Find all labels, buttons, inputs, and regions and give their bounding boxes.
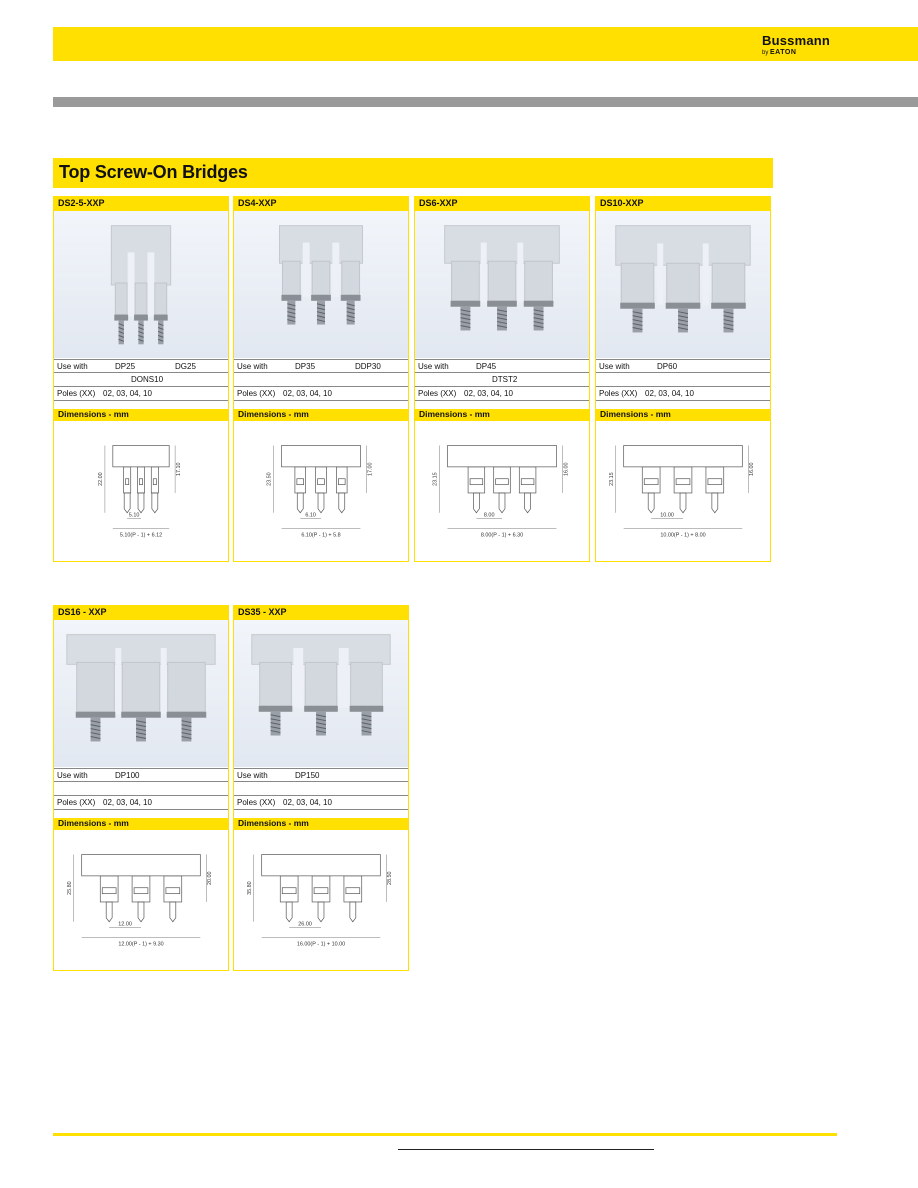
spec-row-poles	[415, 386, 589, 401]
bridge-body	[616, 226, 750, 266]
use-with-label: Use with	[57, 362, 88, 371]
bridge-photo-svg	[234, 620, 408, 767]
dwg-screw-head	[139, 479, 142, 485]
dimension-drawing	[54, 421, 228, 559]
bridge-leg	[621, 263, 654, 303]
spec-row-use-extra	[54, 781, 228, 795]
dwg-pin	[286, 902, 292, 922]
dimension-drawing-svg	[234, 830, 408, 968]
use-with-value-1: DP60	[657, 362, 678, 371]
section-divider	[53, 97, 918, 107]
dwg-screw-head	[521, 479, 534, 485]
section-title-bar	[53, 158, 773, 188]
use-with-value-3: DTST2	[492, 375, 518, 384]
screw-washer	[121, 712, 161, 718]
dim-label-height-b: 20.00	[207, 871, 214, 886]
dimension-drawing	[596, 421, 770, 559]
dimensions-label: Dimensions - mm	[58, 409, 129, 419]
dim-label-pitch: 8.00	[483, 512, 495, 519]
use-with-label: Use with	[599, 362, 630, 371]
bridge-leg	[260, 662, 292, 706]
screw-washer	[76, 712, 116, 718]
use-with-value-1: DP150	[295, 771, 320, 780]
dim-label-pitch: 6.10	[305, 512, 316, 519]
panel-header	[415, 197, 589, 211]
use-with-value-1: DP35	[295, 362, 316, 371]
dim-label-pitch: 5.10	[128, 512, 140, 519]
dimensions-label: Dimensions - mm	[238, 818, 309, 828]
product-photo	[234, 620, 408, 767]
dimension-drawing-svg	[54, 421, 228, 559]
brand-by: by	[762, 50, 769, 56]
dwg-pin	[138, 902, 144, 922]
dwg-leg	[494, 467, 511, 493]
dwg-pin	[138, 493, 144, 513]
dwg-body	[82, 855, 201, 876]
dimensions-header	[596, 409, 770, 421]
poles-label: Poles (XX)	[418, 389, 457, 398]
brand-parent-name: EATON	[770, 49, 797, 56]
dimensions-header	[234, 409, 408, 421]
bridge-body	[111, 226, 170, 285]
dim-label-overall: 10.00(P - 1) + 8.00	[660, 532, 706, 539]
poles-label: Poles (XX)	[57, 798, 96, 807]
dwg-pin	[712, 493, 718, 513]
bridge-body	[279, 226, 362, 264]
bridge-body	[445, 226, 560, 264]
product-panel-ds2-5	[53, 196, 229, 562]
spec-table	[54, 767, 228, 809]
dwg-pin	[339, 493, 345, 513]
footer-link-underline	[398, 1149, 654, 1150]
poles-value: 02, 03, 04, 10	[283, 389, 332, 398]
use-with-value-1: DP25	[115, 362, 136, 371]
dwg-screw-head	[126, 479, 129, 485]
poles-value: 02, 03, 04, 10	[103, 798, 152, 807]
dimensions-label: Dimensions - mm	[600, 409, 671, 419]
dwg-leg	[132, 876, 150, 902]
dim-label-height-b: 17.00	[367, 462, 374, 477]
dwg-pin	[525, 493, 531, 513]
dwg-leg	[100, 876, 118, 902]
bridge-slot	[161, 648, 167, 714]
screw-washer	[341, 295, 361, 301]
dwg-leg	[151, 467, 158, 493]
spec-row-use	[596, 359, 770, 373]
screw-washer	[281, 295, 301, 301]
dim-label-overall: 6.10(P - 1) + 5.8	[301, 532, 341, 539]
screw-washer	[487, 301, 517, 307]
panel-model: DS2-5-XXP	[58, 198, 105, 208]
dimension-drawing-svg	[234, 421, 408, 559]
panel-header	[54, 197, 228, 211]
bridge-slot	[339, 648, 349, 708]
dimensions-header	[234, 818, 408, 830]
product-photo	[54, 211, 228, 358]
spec-table	[415, 358, 589, 400]
screw-washer	[311, 295, 331, 301]
bridge-slot	[147, 252, 154, 316]
section-title: Top Screw-On Bridges	[59, 162, 248, 182]
dwg-leg	[674, 467, 692, 493]
dwg-pin	[124, 493, 130, 513]
panel-header	[234, 197, 408, 211]
brand-name: Bussmann	[762, 33, 831, 48]
use-with-value-2: DDP30	[355, 362, 381, 371]
bridge-leg	[122, 662, 160, 711]
dwg-pin	[297, 493, 303, 513]
bridge-leg	[77, 662, 115, 711]
dim-label-height-b: 17.10	[176, 462, 183, 477]
bridge-leg	[115, 283, 127, 315]
bridge-slot	[293, 648, 303, 708]
bridge-slot	[517, 243, 523, 303]
spec-table	[234, 358, 408, 400]
bridge-leg	[712, 263, 745, 303]
dwg-screw-head	[470, 479, 483, 485]
spec-row-poles	[54, 795, 228, 810]
dwg-body	[282, 446, 361, 467]
use-with-label: Use with	[418, 362, 449, 371]
dwg-pin	[106, 902, 112, 922]
spec-row-poles	[234, 386, 408, 401]
spec-table	[234, 767, 408, 809]
spec-row-use	[234, 359, 408, 373]
bridge-body	[67, 635, 215, 665]
dimensions-label: Dimensions - mm	[238, 409, 309, 419]
bridge-leg	[312, 261, 330, 295]
bridge-slot	[303, 243, 310, 297]
bridge-leg	[168, 662, 206, 711]
dim-label-pitch: 10.00	[660, 512, 674, 519]
dwg-leg	[312, 876, 330, 902]
screw-washer	[620, 303, 655, 309]
dwg-screw-head	[338, 479, 345, 485]
dimension-drawing-svg	[596, 421, 770, 559]
dwg-leg	[642, 467, 660, 493]
spec-row-use-extra	[54, 372, 228, 386]
dimensions-header	[54, 818, 228, 830]
bridge-slot	[481, 243, 487, 303]
dwg-screw-head	[318, 479, 325, 485]
bridge-photo-svg	[596, 211, 770, 358]
spec-row-use-extra	[234, 372, 408, 386]
dim-label-height-b: 16.00	[749, 462, 756, 477]
product-panel-ds4	[233, 196, 409, 562]
spec-row-use	[415, 359, 589, 373]
bridge-slot	[332, 243, 339, 297]
product-photo	[234, 211, 408, 358]
bridge-leg	[135, 283, 147, 315]
dwg-pin	[648, 493, 654, 513]
poles-value: 02, 03, 04, 10	[464, 389, 513, 398]
dwg-body	[262, 855, 381, 876]
dwg-screw-head	[644, 479, 658, 485]
product-panel-ds10	[595, 196, 771, 562]
dwg-pin	[350, 902, 356, 922]
dim-label-height-b: 28.50	[387, 871, 394, 886]
dwg-screw-head	[102, 888, 116, 894]
spec-row-use	[234, 768, 408, 782]
poles-value: 02, 03, 04, 10	[103, 389, 152, 398]
dimension-drawing	[54, 830, 228, 968]
dwg-leg	[336, 467, 347, 493]
bridge-photo-svg	[54, 620, 228, 767]
bridge-leg	[282, 261, 300, 295]
dwg-screw-head	[297, 479, 304, 485]
screw-washer	[154, 315, 168, 321]
dwg-screw-head	[134, 888, 148, 894]
bridge-leg	[667, 263, 700, 303]
poles-value: 02, 03, 04, 10	[283, 798, 332, 807]
dwg-leg	[316, 467, 327, 493]
use-with-value-1: DP45	[476, 362, 497, 371]
dwg-leg	[137, 467, 144, 493]
dwg-screw-head	[282, 888, 296, 894]
bridge-slot	[657, 243, 663, 304]
bridge-photo-svg	[415, 211, 589, 358]
bridge-leg	[525, 261, 553, 301]
brand-parent	[762, 49, 830, 56]
dim-label-height-b: 16.00	[563, 462, 570, 477]
bridge-photo-svg	[54, 211, 228, 358]
spec-row-use-extra	[596, 372, 770, 386]
screw-washer	[167, 712, 207, 718]
spec-row-poles	[596, 386, 770, 401]
use-with-label: Use with	[237, 771, 268, 780]
dwg-leg	[280, 876, 298, 902]
dwg-leg	[124, 467, 131, 493]
spec-row-use	[54, 359, 228, 373]
bridge-slot	[703, 243, 709, 304]
bridge-slot	[128, 252, 135, 316]
dimensions-label: Dimensions - mm	[419, 409, 490, 419]
spec-row-poles	[54, 386, 228, 401]
product-photo	[54, 620, 228, 767]
panel-header	[234, 606, 408, 620]
bridge-photo-svg	[234, 211, 408, 358]
dim-label-height-a: 23.50	[266, 472, 273, 486]
dwg-leg	[344, 876, 362, 902]
panel-model: DS4-XXP	[238, 198, 277, 208]
dwg-pin	[680, 493, 686, 513]
dim-label-overall: 12.00(P - 1) + 9.30	[118, 941, 164, 948]
bridge-leg	[342, 261, 360, 295]
dim-label-overall: 8.00(P - 1) + 6.30	[480, 532, 524, 539]
panel-model: DS16 - XXP	[58, 607, 107, 617]
dwg-body	[448, 446, 557, 467]
use-with-value-3: DONS10	[131, 375, 164, 384]
dim-label-overall: 5.10(P - 1) + 6.12	[119, 532, 163, 539]
screw-washer	[524, 301, 554, 307]
spec-table	[596, 358, 770, 400]
use-with-value-1: DP100	[115, 771, 140, 780]
screw-washer	[666, 303, 701, 309]
dim-label-height-a: 25.80	[66, 881, 73, 895]
spec-row-use	[54, 768, 228, 782]
product-panel-ds35	[233, 605, 409, 971]
dimensions-label: Dimensions - mm	[58, 818, 129, 828]
dwg-screw-head	[314, 888, 328, 894]
dimension-drawing	[234, 421, 408, 559]
bridge-leg	[488, 261, 516, 301]
spec-row-poles	[234, 795, 408, 810]
poles-value: 02, 03, 04, 10	[645, 389, 694, 398]
panel-model: DS35 - XXP	[238, 607, 287, 617]
bridge-leg	[155, 283, 167, 315]
dim-label-overall: 16.00(P - 1) + 10.00	[296, 941, 346, 948]
product-photo	[596, 211, 770, 358]
bridge-slot	[115, 648, 121, 714]
dwg-pin	[318, 902, 324, 922]
poles-label: Poles (XX)	[237, 389, 276, 398]
dwg-leg	[468, 467, 485, 493]
bridge-body	[252, 635, 390, 665]
dwg-pin	[152, 493, 158, 513]
dim-label-height-a: 35.80	[246, 881, 253, 895]
dwg-leg	[164, 876, 182, 902]
panel-model: DS6-XXP	[419, 198, 458, 208]
dwg-screw-head	[708, 479, 722, 485]
screw-washer	[134, 315, 148, 321]
dwg-screw-head	[153, 479, 156, 485]
use-with-label: Use with	[237, 362, 268, 371]
brand-logo	[762, 33, 830, 56]
dimension-drawing-svg	[54, 830, 228, 968]
use-with-label: Use with	[57, 771, 88, 780]
footer-rule	[53, 1133, 837, 1136]
dimensions-header	[54, 409, 228, 421]
dwg-pin	[499, 493, 505, 513]
dwg-screw-head	[676, 479, 690, 485]
poles-label: Poles (XX)	[237, 798, 276, 807]
spec-table	[54, 358, 228, 400]
product-panel-ds16	[53, 605, 229, 971]
dwg-screw-head	[166, 888, 180, 894]
poles-label: Poles (XX)	[57, 389, 96, 398]
dim-label-pitch: 26.00	[298, 921, 312, 928]
bridge-leg	[351, 662, 383, 706]
dwg-pin	[170, 902, 176, 922]
dimensions-header	[415, 409, 589, 421]
dwg-body	[624, 446, 743, 467]
dwg-body	[113, 446, 169, 467]
product-photo	[415, 211, 589, 358]
dim-label-pitch: 12.00	[118, 921, 132, 928]
bridge-leg	[305, 662, 337, 706]
screw-washer	[350, 706, 384, 712]
screw-washer	[259, 706, 293, 712]
dwg-screw-head	[496, 479, 509, 485]
dimension-drawing	[415, 421, 589, 559]
bridge-leg	[452, 261, 480, 301]
use-with-value-2: DG25	[175, 362, 196, 371]
dwg-leg	[519, 467, 536, 493]
spec-row-use-extra	[415, 372, 589, 386]
spec-row-use-extra	[234, 781, 408, 795]
dim-label-height-a: 23.15	[432, 472, 439, 486]
product-panel-ds6	[414, 196, 590, 562]
dwg-screw-head	[346, 888, 360, 894]
screw-washer	[304, 706, 338, 712]
panel-model: DS10-XXP	[600, 198, 644, 208]
poles-label: Poles (XX)	[599, 389, 638, 398]
screw-washer	[114, 315, 128, 321]
dim-label-height-a: 23.15	[608, 472, 615, 486]
dimension-drawing-svg	[415, 421, 589, 559]
dim-label-height-a: 22.00	[97, 472, 104, 486]
dwg-pin	[318, 493, 324, 513]
panel-header	[596, 197, 770, 211]
screw-washer	[451, 301, 481, 307]
panel-header	[54, 606, 228, 620]
screw-washer	[711, 303, 746, 309]
dwg-leg	[706, 467, 724, 493]
dwg-pin	[473, 493, 479, 513]
dimension-drawing	[234, 830, 408, 968]
dwg-leg	[295, 467, 306, 493]
